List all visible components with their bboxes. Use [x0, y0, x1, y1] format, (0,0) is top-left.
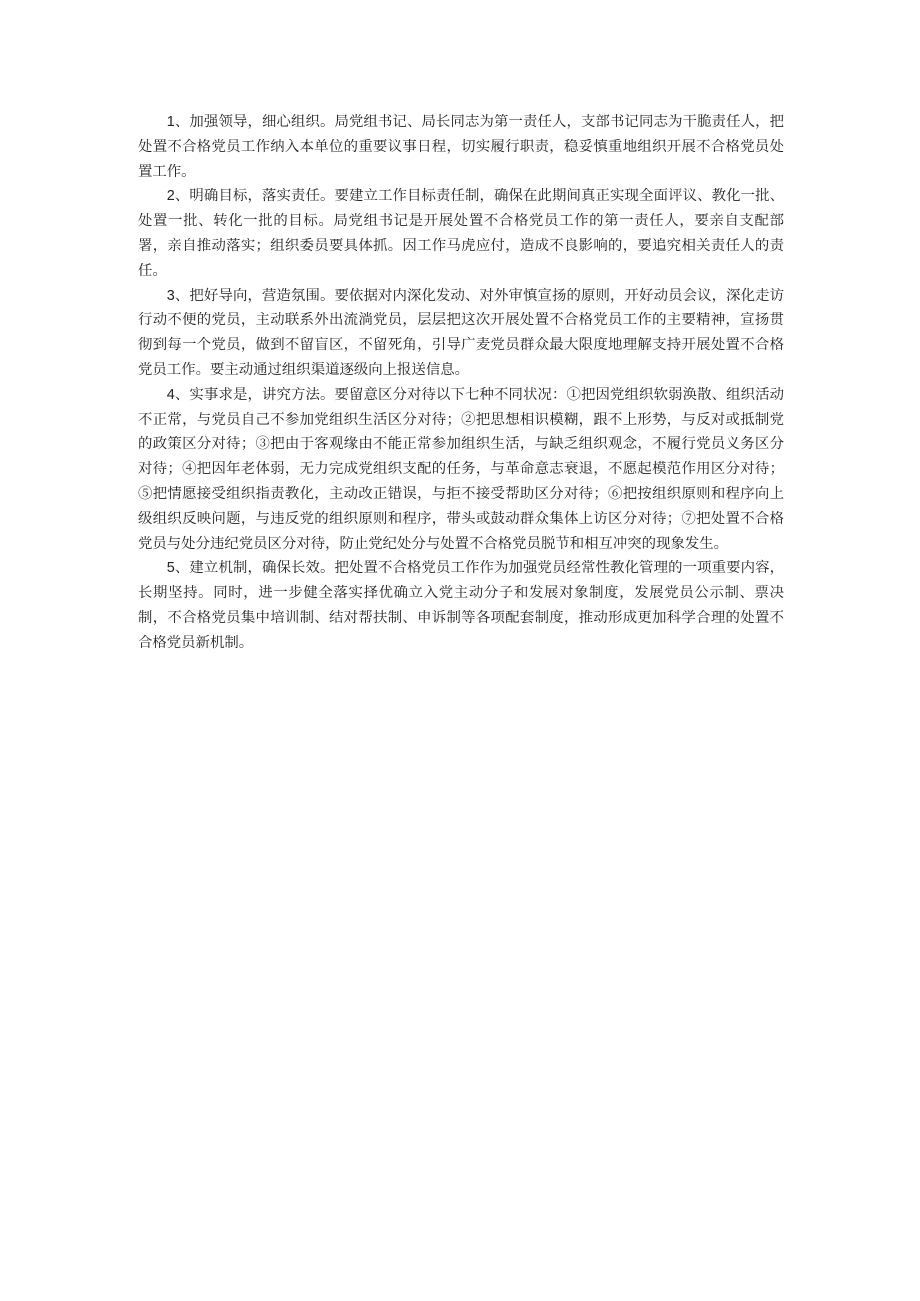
paragraph-number: 4 [166, 386, 175, 403]
document-body [138, 110, 784, 656]
paragraph-text: 、建立机制，确保长效。把处置不合格党员工作作为加强党员经常性教化管理的一项重要内容，长期坚持。同时，进一步健全落实择优确立入党主动分子和发展对象制度，发展党员公示制、票决制，不合格党员集中培训制、结对帮扶制、申诉制等各项配套制度，推动形成更加科学合理的处置不合格党员新机制。 [138, 560, 784, 651]
paragraph-text: 、实事求是，讲究方法。要留意区分对待以下七种不同状况：①把因党组织软弱涣散、组织活动不正常，与党员自己不参加党组织生活区分对待；②把思想相识模糊，跟不上形势，与反对或抵制党的政策区分对待；③把由于客观缘由不能正常参加组织生活，与缺乏组织观念，不履行党员义务区分对待；④把因年老体弱，无力完成党组织支配的任务，与革命意志衰退，不愿起模范作用区分对待；⑤把情愿接受组织指责教化，主动改正错误，与拒不接受帮助区分对待；⑥把按组织原则和程序向上级组织反映问题，与违反党的组织原则和程序，带头或鼓动群众集体上访区分对待；⑦把处置不合格党员与处分违纪党员区分对待，防止党纪处分与处置不合格党员脱节和相互冲突的现象发生。 [138, 386, 784, 552]
paragraph-text: 、加强领导，细心组织。局党组书记、局长同志为第一责任人，支部书记同志为干脆责任人，把处置不合格党员工作纳入本单位的重要议事日程，切实履行职责，稳妥慎重地组织开展不合格党员处置工作。 [138, 114, 784, 180]
paragraph-3 [138, 284, 784, 383]
paragraph-2 [138, 184, 784, 283]
paragraph-5 [138, 556, 784, 655]
paragraph-number: 2 [166, 188, 175, 205]
paragraph-4 [138, 383, 784, 557]
paragraph-text: 、把好导向，营造氛围。要依据对内深化发动、对外审慎宣扬的原则，开好动员会议，深化走访行动不便的党员，主动联系外出流淌党员，层层把这次开展处置不合格党员工作的主要精神，宣扬贯彻到每一个党员，做到不留盲区，不留死角，引导广麦党员群众最大限度地理解支持开展处置不合格党员工作。要主动通过组织渠道逐级向上报送信息。 [138, 287, 784, 378]
paragraph-number: 5 [166, 560, 175, 577]
paragraph-1 [138, 110, 784, 184]
paragraph-text: 、明确目标，落实责任。要建立工作目标责任制，确保在此期间真正实现全面评议、教化一批、处置一批、转化一批的目标。局党组书记是开展处置不合格党员工作的第一责任人，要亲自支配部署，亲自推动落实；组织委员要具体抓。因工作马虎应付，造成不良影响的，要追究相关责任人的责任。 [138, 188, 784, 279]
paragraph-number: 1 [166, 114, 175, 130]
paragraph-number: 3 [166, 287, 175, 304]
